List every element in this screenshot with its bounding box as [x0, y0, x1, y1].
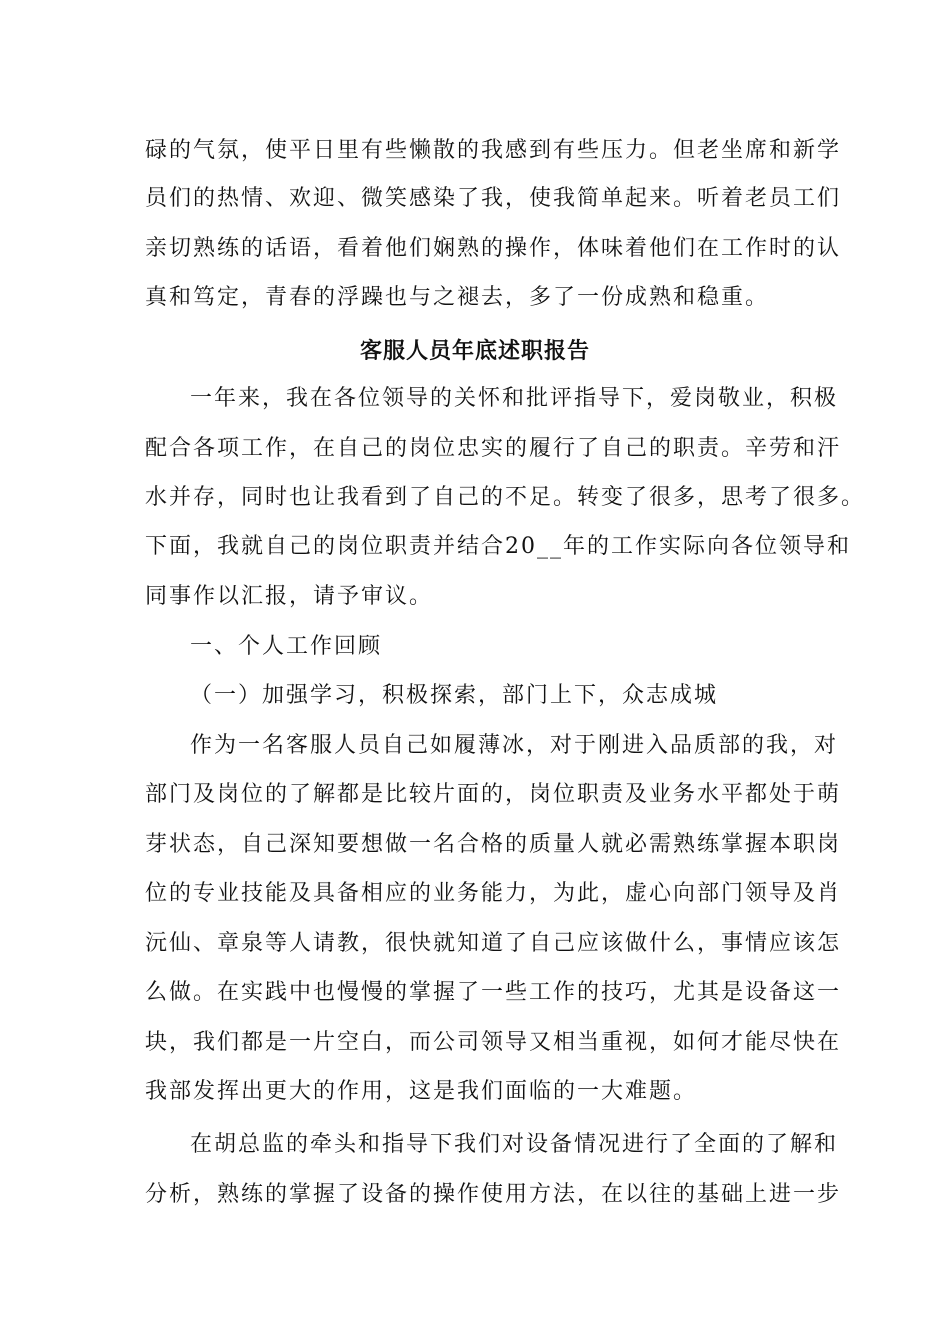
text-line: 亲切熟练的话语，看着他们娴熟的操作，体味着他们在工作时的认	[145, 236, 842, 261]
text-line: 同事作以汇报，请予审议。	[145, 584, 434, 609]
text-line: 我部发挥出更大的作用，这是我们面临的一大难题。	[145, 1079, 698, 1104]
text-line: 芽状态，自己深知要想做一名合格的质量人就必需熟练掌握本职岗	[145, 832, 842, 857]
section-heading: 一、个人工作回顾	[190, 634, 383, 659]
text-line: 分析，熟练的掌握了设备的操作使用方法，在以往的基础上进一步	[145, 1182, 842, 1207]
text-line: 作为一名客服人员自己如履薄冰，对于刚进入品质部的我，对	[190, 733, 839, 758]
text-line: 块，我们都是一片空白，而公司领导又相当重视，如何才能尽快在	[145, 1030, 842, 1055]
text-line: 水并存，同时也让我看到了自己的不足。转变了很多，思考了很多。	[145, 485, 866, 510]
text-line: 碌的气氛，使平日里有些懒散的我感到有些压力。但老坐席和新学	[145, 138, 842, 163]
text-line: 下面，我就自己的岗位职责并结合20__年的工作实际向各位领导和	[145, 534, 851, 559]
text-line: 部门及岗位的了解都是比较片面的，岗位职责及业务水平都处于萌	[145, 782, 842, 807]
text-line: 位的专业技能及具备相应的业务能力，为此，虚心向部门领导及肖	[145, 881, 842, 906]
text-line: 沅仙、章泉等人请教，很快就知道了自己应该做什么，事情应该怎	[145, 931, 842, 956]
subsection-heading: （一）加强学习，积极探索，部门上下，众志成城	[190, 683, 719, 708]
text-line: 一年来，我在各位领导的关怀和批评指导下，爱岗敬业，积极	[190, 386, 839, 411]
text-line: 在胡总监的牵头和指导下我们对设备情况进行了全面的了解和	[190, 1132, 839, 1157]
text-line: 员们的热情、欢迎、微笑感染了我，使我简单起来。听着老员工们	[145, 186, 842, 211]
text-line: 真和笃定，青春的浮躁也与之褪去，多了一份成熟和稳重。	[145, 285, 770, 310]
text-line: 么做。在实践中也慢慢的掌握了一些工作的技巧，尤其是设备这一	[145, 980, 842, 1005]
text-line: 配合各项工作，在自己的岗位忠实的履行了自己的职责。辛劳和汗	[145, 436, 842, 461]
document-title: 客服人员年底述职报告	[359, 338, 590, 364]
